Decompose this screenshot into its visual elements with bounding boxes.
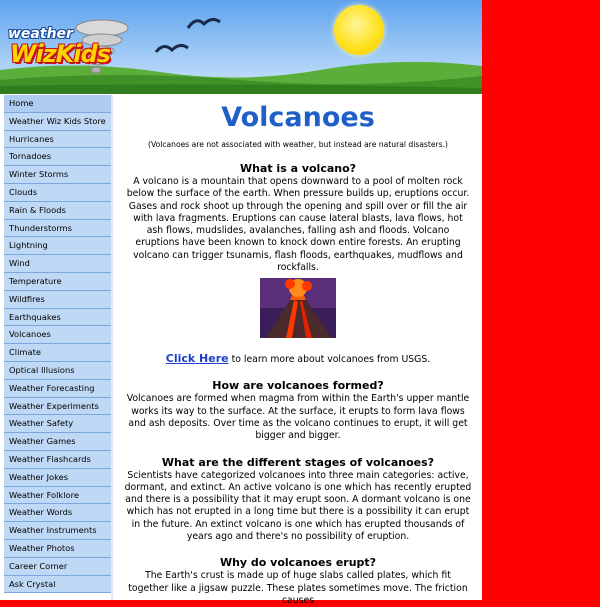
section-text: The Earth's crust is made up of huge slabs called plates, which fit together like a jigsaw puzzle. These plates sometimes move. The friction causes (128, 570, 468, 606)
sidebar-item-weather-words[interactable]: Weather Words (4, 504, 111, 522)
sidebar-item-winter-storms[interactable]: Winter Storms (4, 166, 111, 184)
sidebar-item-optical-illusions[interactable]: Optical Illusions (4, 362, 111, 380)
usgs-click-here-link[interactable]: Click Here (165, 352, 229, 366)
sidebar-item-weather-games[interactable]: Weather Games (4, 433, 111, 451)
section-how-formed (116, 378, 480, 442)
section-text: Volcanoes are formed when magma from within the Earth's upper mantle works its way to the surface. At the surface, it erupts to form lava flows and ash deposits. Over time as the volcano continues to erupt, it will get bigger and bigger. (126, 393, 470, 442)
section-heading: What are the different stages of volcanoes? (161, 455, 435, 469)
sidebar-item-weather-instruments[interactable]: Weather Instruments (4, 522, 111, 540)
section-heading: What is a volcano? (239, 162, 357, 175)
sidebar-item-weather-jokes[interactable]: Weather Jokes (4, 469, 111, 487)
sidebar-item-clouds[interactable]: Clouds (4, 184, 111, 202)
main-content (116, 95, 480, 606)
sidebar-divider (111, 95, 113, 600)
section-heading: Why do volcanoes erupt? (219, 556, 377, 570)
weather-wiz-kids-logo[interactable] (4, 18, 126, 80)
sidebar-item-volcanoes[interactable]: Volcanoes (4, 326, 111, 344)
sidebar-item-weather-safety[interactable]: Weather Safety (4, 415, 111, 433)
sidebar-item-earthquakes[interactable]: Earthquakes (4, 309, 111, 327)
section-text: Scientists have categorized volcanoes into three main categories: active, dormant, and extinct. An active volcano is one which has recently erupted and there is a possibility that it may erupt soon. A dormant volcano is one which has not erupted in a long time but there is a possibility it can erupt in the future. An extinct volcano is one which has erupted thousands of years ago and there's no possibility of eruption. (124, 469, 472, 543)
erupting-volcano-image (260, 278, 336, 338)
sidebar-item-store[interactable]: Weather Wiz Kids Store (4, 113, 111, 131)
sidebar-item-rain-floods[interactable]: Rain & Floods (4, 202, 111, 220)
sidebar-item-weather-photos[interactable]: Weather Photos (4, 540, 111, 558)
sidebar-item-climate[interactable]: Climate (4, 344, 111, 362)
sidebar-item-wildfires[interactable]: Wildfires (4, 291, 111, 309)
sidebar-item-lightning[interactable]: Lightning (4, 237, 111, 255)
section-text: A volcano is a mountain that opens downward to a pool of molten rock below the surface of the earth. When pressure builds up, eruptions occur. Gases and rock shoot up through the opening and spill over or fill the air with lava fragments. Eruptions can cause lateral blasts, lava flows, hot ash flows, mudslides, avalanches, falling ash and floods. Volcano eruptions have been known to knock down entire forests. An erupting volcano can trigger tsunamis, flash floods, earthquakes, mudflows and rockfalls. (126, 176, 470, 274)
logo-weather-text: weather (8, 26, 73, 42)
page-title: Volcanoes (221, 102, 375, 133)
sidebar-item-weather-experiments[interactable]: Weather Experiments (4, 398, 111, 416)
sidebar-item-tornadoes[interactable]: Tornadoes (4, 148, 111, 166)
sidebar-item-weather-forecasting[interactable]: Weather Forecasting (4, 380, 111, 398)
birds-icon (150, 10, 230, 60)
sun-icon (334, 5, 384, 55)
logo-wizkids-text: WizKids (10, 40, 110, 68)
sidebar-item-hurricanes[interactable]: Hurricanes (4, 131, 111, 149)
section-what-is-a-volcano (116, 161, 480, 274)
header-banner (0, 0, 482, 94)
sidebar-item-thunderstorms[interactable]: Thunderstorms (4, 220, 111, 238)
section-stages (116, 455, 480, 544)
usgs-link-line (116, 352, 480, 366)
page-subtitle: (Volcanoes are not associated with weather, but instead are natural disasters.) (148, 140, 448, 149)
sidebar-item-weather-flashcards[interactable]: Weather Flashcards (4, 451, 111, 469)
sidebar-item-home[interactable]: Home (4, 95, 111, 113)
usgs-link-text: to learn more about volcanoes from USGS. (231, 354, 431, 366)
sidebar-item-career-corner[interactable]: Career Corner (4, 558, 111, 576)
sidebar-nav (4, 95, 112, 600)
sidebar-item-temperature[interactable]: Temperature (4, 273, 111, 291)
sidebar-item-wind[interactable]: Wind (4, 255, 111, 273)
section-heading: How are volcanoes formed? (212, 379, 384, 393)
section-why-erupt (116, 555, 480, 607)
sidebar-item-ask-crystal[interactable]: Ask Crystal (4, 576, 111, 594)
sidebar-item-weather-folklore[interactable]: Weather Folklore (4, 487, 111, 505)
